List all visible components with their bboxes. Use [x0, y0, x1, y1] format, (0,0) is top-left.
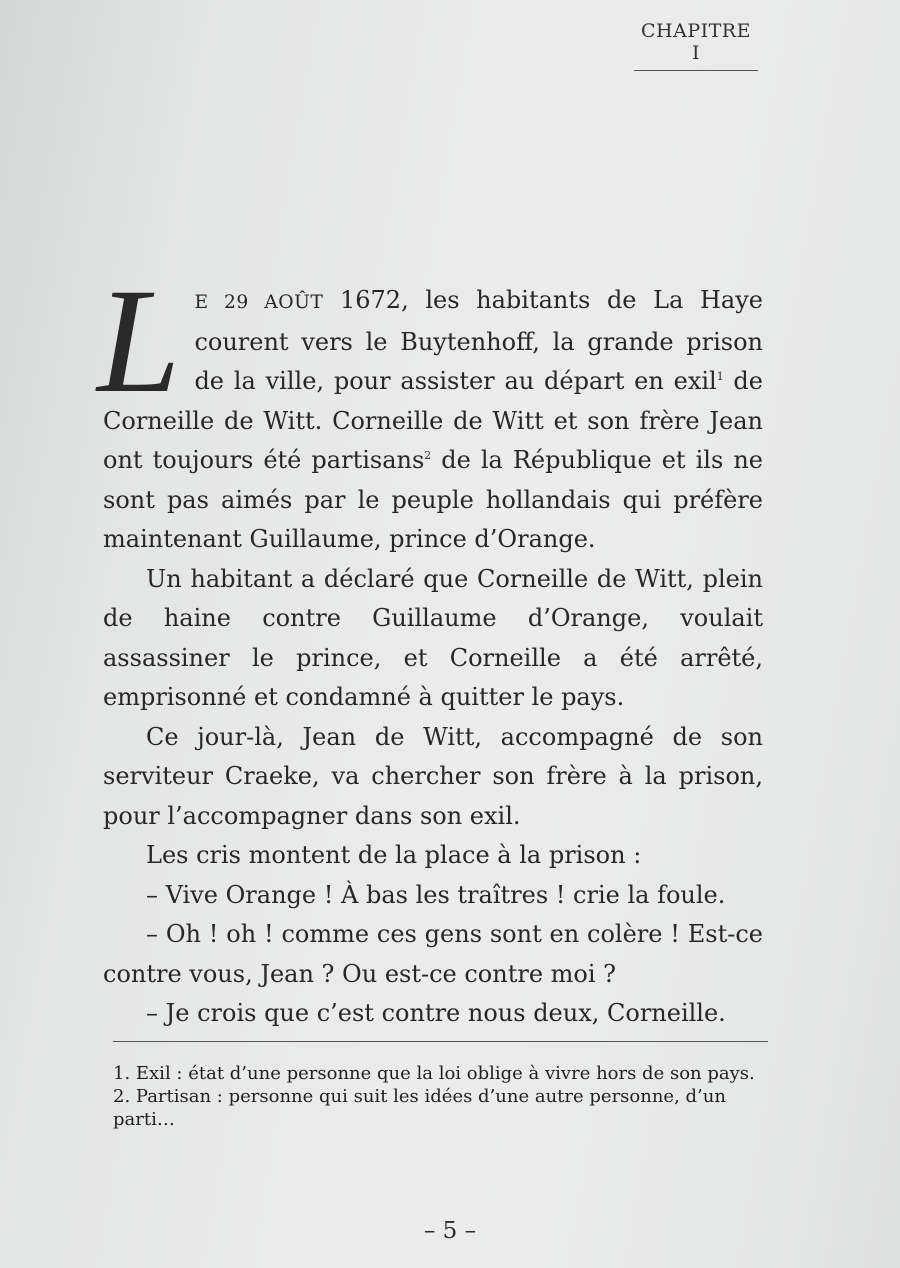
- dialogue-line-1: – Vive Orange ! À bas les traîtres ! crie la foule.: [146, 880, 726, 909]
- drop-cap: L: [97, 258, 181, 424]
- paragraph-3: Ce jour-là, Jean de Witt, accompagné de son serviteur Craeke, va chercher son frère à la prison, pour l’accompagner dans son exil.: [103, 722, 763, 830]
- paragraph-1-text-b: de Corneille de Witt. Corneille de Witt et son frère Jean ont toujours été partisans: [103, 367, 763, 474]
- paragraph-4: Les cris montent de la place à la prison :: [146, 841, 642, 869]
- footnote-ref-1: 1: [716, 370, 724, 383]
- footnote-ref-2: 2: [424, 449, 432, 462]
- page-number: – 5 –: [423, 1218, 477, 1244]
- paragraph-1: [97, 258, 763, 560]
- dialogue-line-2: – Oh ! oh ! comme ces gens sont en colère ! Est-ce contre vous, Jean ? Ou est-ce contre moi ?: [103, 920, 763, 988]
- dialogue-line-3: – Je crois que c’est contre nous deux, Corneille.: [146, 999, 726, 1027]
- footnote-1: 1. Exil : état d’une personne que la loi oblige à vivre hors de son pays.: [113, 1063, 755, 1084]
- chapter-body: [97, 258, 763, 1034]
- paragraph-2: Un habitant a déclaré que Corneille de Witt, plein de haine contre Guillaume d’Orange, voulait assassiner le prince, et Corneille a été arrêté, emprisonné et condamné à quitter le pays.: [103, 564, 763, 711]
- chapter-header: CHAPITRE I: [634, 20, 758, 71]
- opening-small-caps: E 29 AOÛT: [194, 292, 324, 313]
- footnote-divider: [113, 1041, 768, 1042]
- footnote-2: 2. Partisan : personne qui suit les idées d’une autre personne, d’un parti…: [113, 1086, 726, 1130]
- paragraph-1-text-a: 1672, les habitants de La Haye courent vers le Buytenhoff, la grande prison de la ville, pour assister au départ en exil: [194, 286, 763, 395]
- footnotes: [113, 1062, 773, 1131]
- paragraph-1-text-c: de la République et ils ne sont pas aimés par le peuple hollandais qui préfère maintenant Guillaume, prince d’Orange.: [103, 446, 763, 553]
